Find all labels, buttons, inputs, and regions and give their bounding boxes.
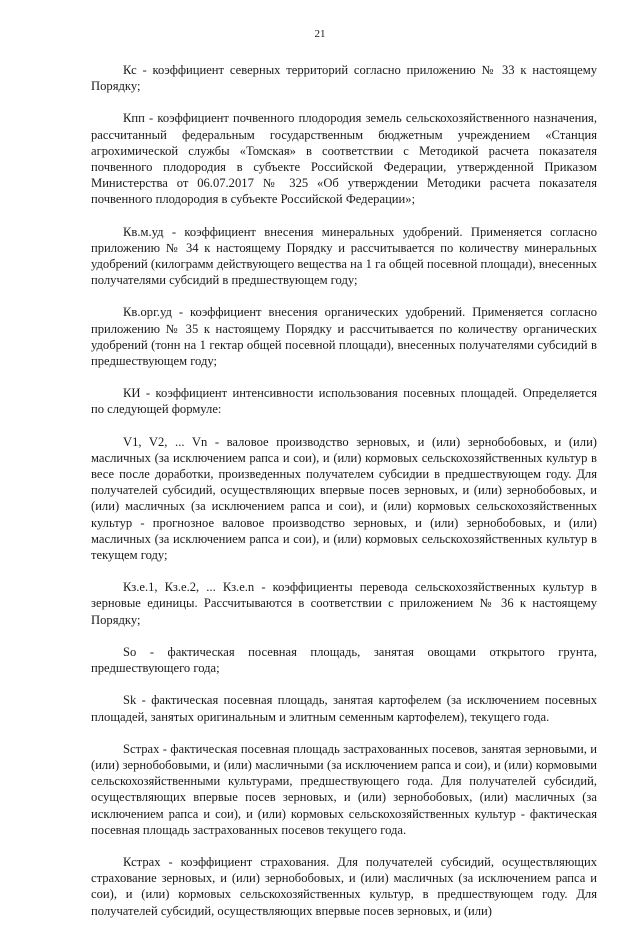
- page-number: 21: [314, 28, 326, 40]
- paragraph-kpp: Кпп - коэффициент почвенного плодородия земель сельскохозяйственного назначения, рассчитанный федеральным государственным бюджетным учреждением «Станция агрохимической службы «Томская» в соответствии с Методикой расчета показателя почвенного плодородия в субъекте Российской Федерации, утвержденной Приказом Министерства от 06.07.2017 № 325 «Об утверждении Методики расчета показателя почвенного плодородия в субъекте Российской Федерации»;: [91, 111, 597, 207]
- paragraph-so: So - фактическая посевная площадь, занятая овощами открытого грунта, предшествующего года;: [91, 644, 597, 676]
- paragraph-sstrah: Sстрах - фактическая посевная площадь застрахованных посевов, занятая зерновыми, и (или) зернобобовыми, и (или) масличными (за исключением рапса и сои), и (или) кормовыми сельскохозяйственными культурами, предшествующего года. Для получателей субсидий, осуществляющих впервые посев зерновых, и (или) зернобобовых, (или) масличных (за исключением рапса и сои), и (или) кормовых сельскохозяйственных культур - фактическая посевная площадь застрахованных посевов текущего года.: [91, 741, 597, 837]
- paragraph-ki: КИ - коэффициент интенсивности использования посевных площадей. Определяется по следующей формуле:: [91, 386, 597, 417]
- paragraph-sk: Sk - фактическая посевная площадь, занятая картофелем (за исключением посевных площадей, занятых оригинальным и элитным семенным картофелем), текущего года.: [91, 693, 597, 724]
- paragraph-v: V1, V2, ... Vn - валовое производство зерновых, и (или) зернобобовых, и (или) масличных (за исключением рапса и сои), и (или) кормовых сельскохозяйственных культур в весе после доработки, произведенных получателем субсидии в предшествующем году. Для получателей субсидий, осуществляющих впервые посев зерновых, и (или) зернобобовых, и (или) масличных (за исключением рапса и сои), и (или) кормовых сельскохозяйственных культур - прогнозное валовое производство зерновых, и (или) зернобобовых, и (или) масличных (за исключением рапса и сои), и (или) кормовых сельскохозяйственных культур в текущем году;: [91, 434, 597, 563]
- paragraph-kze: Кз.е.1, Кз.е.2, ... Кз.е.n - коэффициенты перевода сельскохозяйственных культур в зерновые единицы. Рассчитываются в соответствии с приложением № 36 к настоящему Порядку;: [91, 580, 597, 627]
- paragraph-kstrah: Кстрах - коэффициент страхования. Для получателей субсидий, осуществляющих страхование зерновых, и (или) зернобобовых, и (или) масличных (за исключением рапса и сои), и (или) кормовых сельскохозяйственных культур, в предшествующем году. Для получателей субсидий, осуществляющих впервые посев зерновых, и (или): [91, 854, 597, 918]
- paragraph-ks: Кс - коэффициент северных территорий согласно приложению № 33 к настоящему Порядку;: [91, 63, 597, 94]
- body-text: [91, 62, 597, 935]
- paragraph-kvorgud: Кв.орг.уд - коэффициент внесения органических удобрений. Применяется согласно приложению № 35 к настоящему Порядку и рассчитывается по количеству органических удобрений (тонн на 1 гектар общей посевной площади), внесенных получателями субсидий в предшествующем году;: [91, 305, 597, 369]
- paragraph-kvmud: Кв.м.уд - коэффициент внесения минеральных удобрений. Применяется согласно приложению № 34 к настоящему Порядку и рассчитывается по количеству минеральных удобрений (килограмм действующего вещества на 1 га общей посевной площади), внесенных получателями субсидий в предшествующем году;: [91, 224, 597, 288]
